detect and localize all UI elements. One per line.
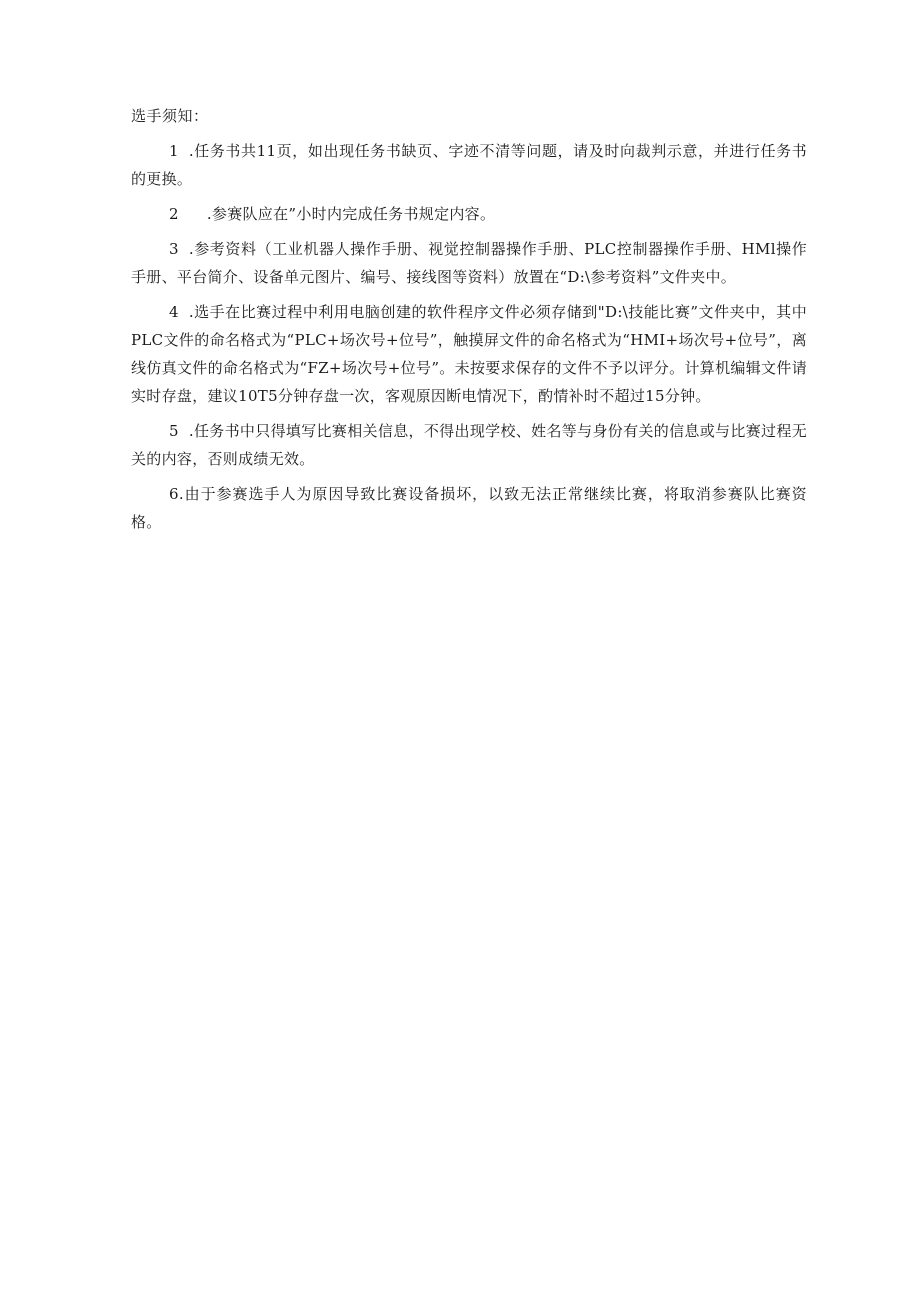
notice-item-number: 5 [169,422,179,440]
document-body [131,102,807,543]
notice-item-text: .参考资料（工业机器人操作手册、视觉控制器操作手册、PLC控制器操作手册、HMl操作手册、平台简介、设备单元图片、编号、接线图等资料）放置在“D:\参考资料”文件夹中。 [131,240,807,286]
notice-item-4 [131,298,807,410]
notice-item-text: .任务书共11页，如出现任务书缺页、字迹不清等问题，请及时向裁判示意，并进行任务书的更换。 [131,142,807,188]
notice-item-2 [131,200,807,228]
notice-item-text: .选手在比赛过程中利用电脑创建的软件程序文件必须存储到"D:\技能比赛”文件夹中，其中PLC文件的命名格式为“PLC+场次号+位号”，触摸屏文件的命名格式为“HMI+场次号+位号”，离线仿真文件的命名格式为“FZ+场次号+位号”。未按要求保存的文件不予以评分。计算机编辑文件请实时存盘，建议10T5分钟存盘一次，客观原因断电情况下，酌情补时不超过15分钟。 [131,303,807,405]
notice-item-number: 6. [169,485,184,503]
notice-item-number: 2 [169,205,179,223]
notice-item-text: .任务书中只得填写比赛相关信息，不得出现学校、姓名等与身份有关的信息或与比赛过程无关的内容，否则成绩无效。 [131,422,807,468]
notice-item-1 [131,137,807,193]
notice-heading: 选手须知： [131,107,209,125]
notice-item-number: 3 [169,240,179,258]
notice-item-text: .参赛队应在”小时内完成任务书规定内容。 [206,205,496,223]
notice-item-number: 1 [169,142,179,160]
notice-item-5 [131,417,807,473]
notice-item-6 [131,480,807,536]
notice-item-3 [131,235,807,291]
notice-item-number: 4 [169,303,179,321]
notice-item-text: 由于参赛选手人为原因导致比赛设备损坏，以致无法正常继续比赛，将取消参赛队比赛资格。 [131,485,807,531]
